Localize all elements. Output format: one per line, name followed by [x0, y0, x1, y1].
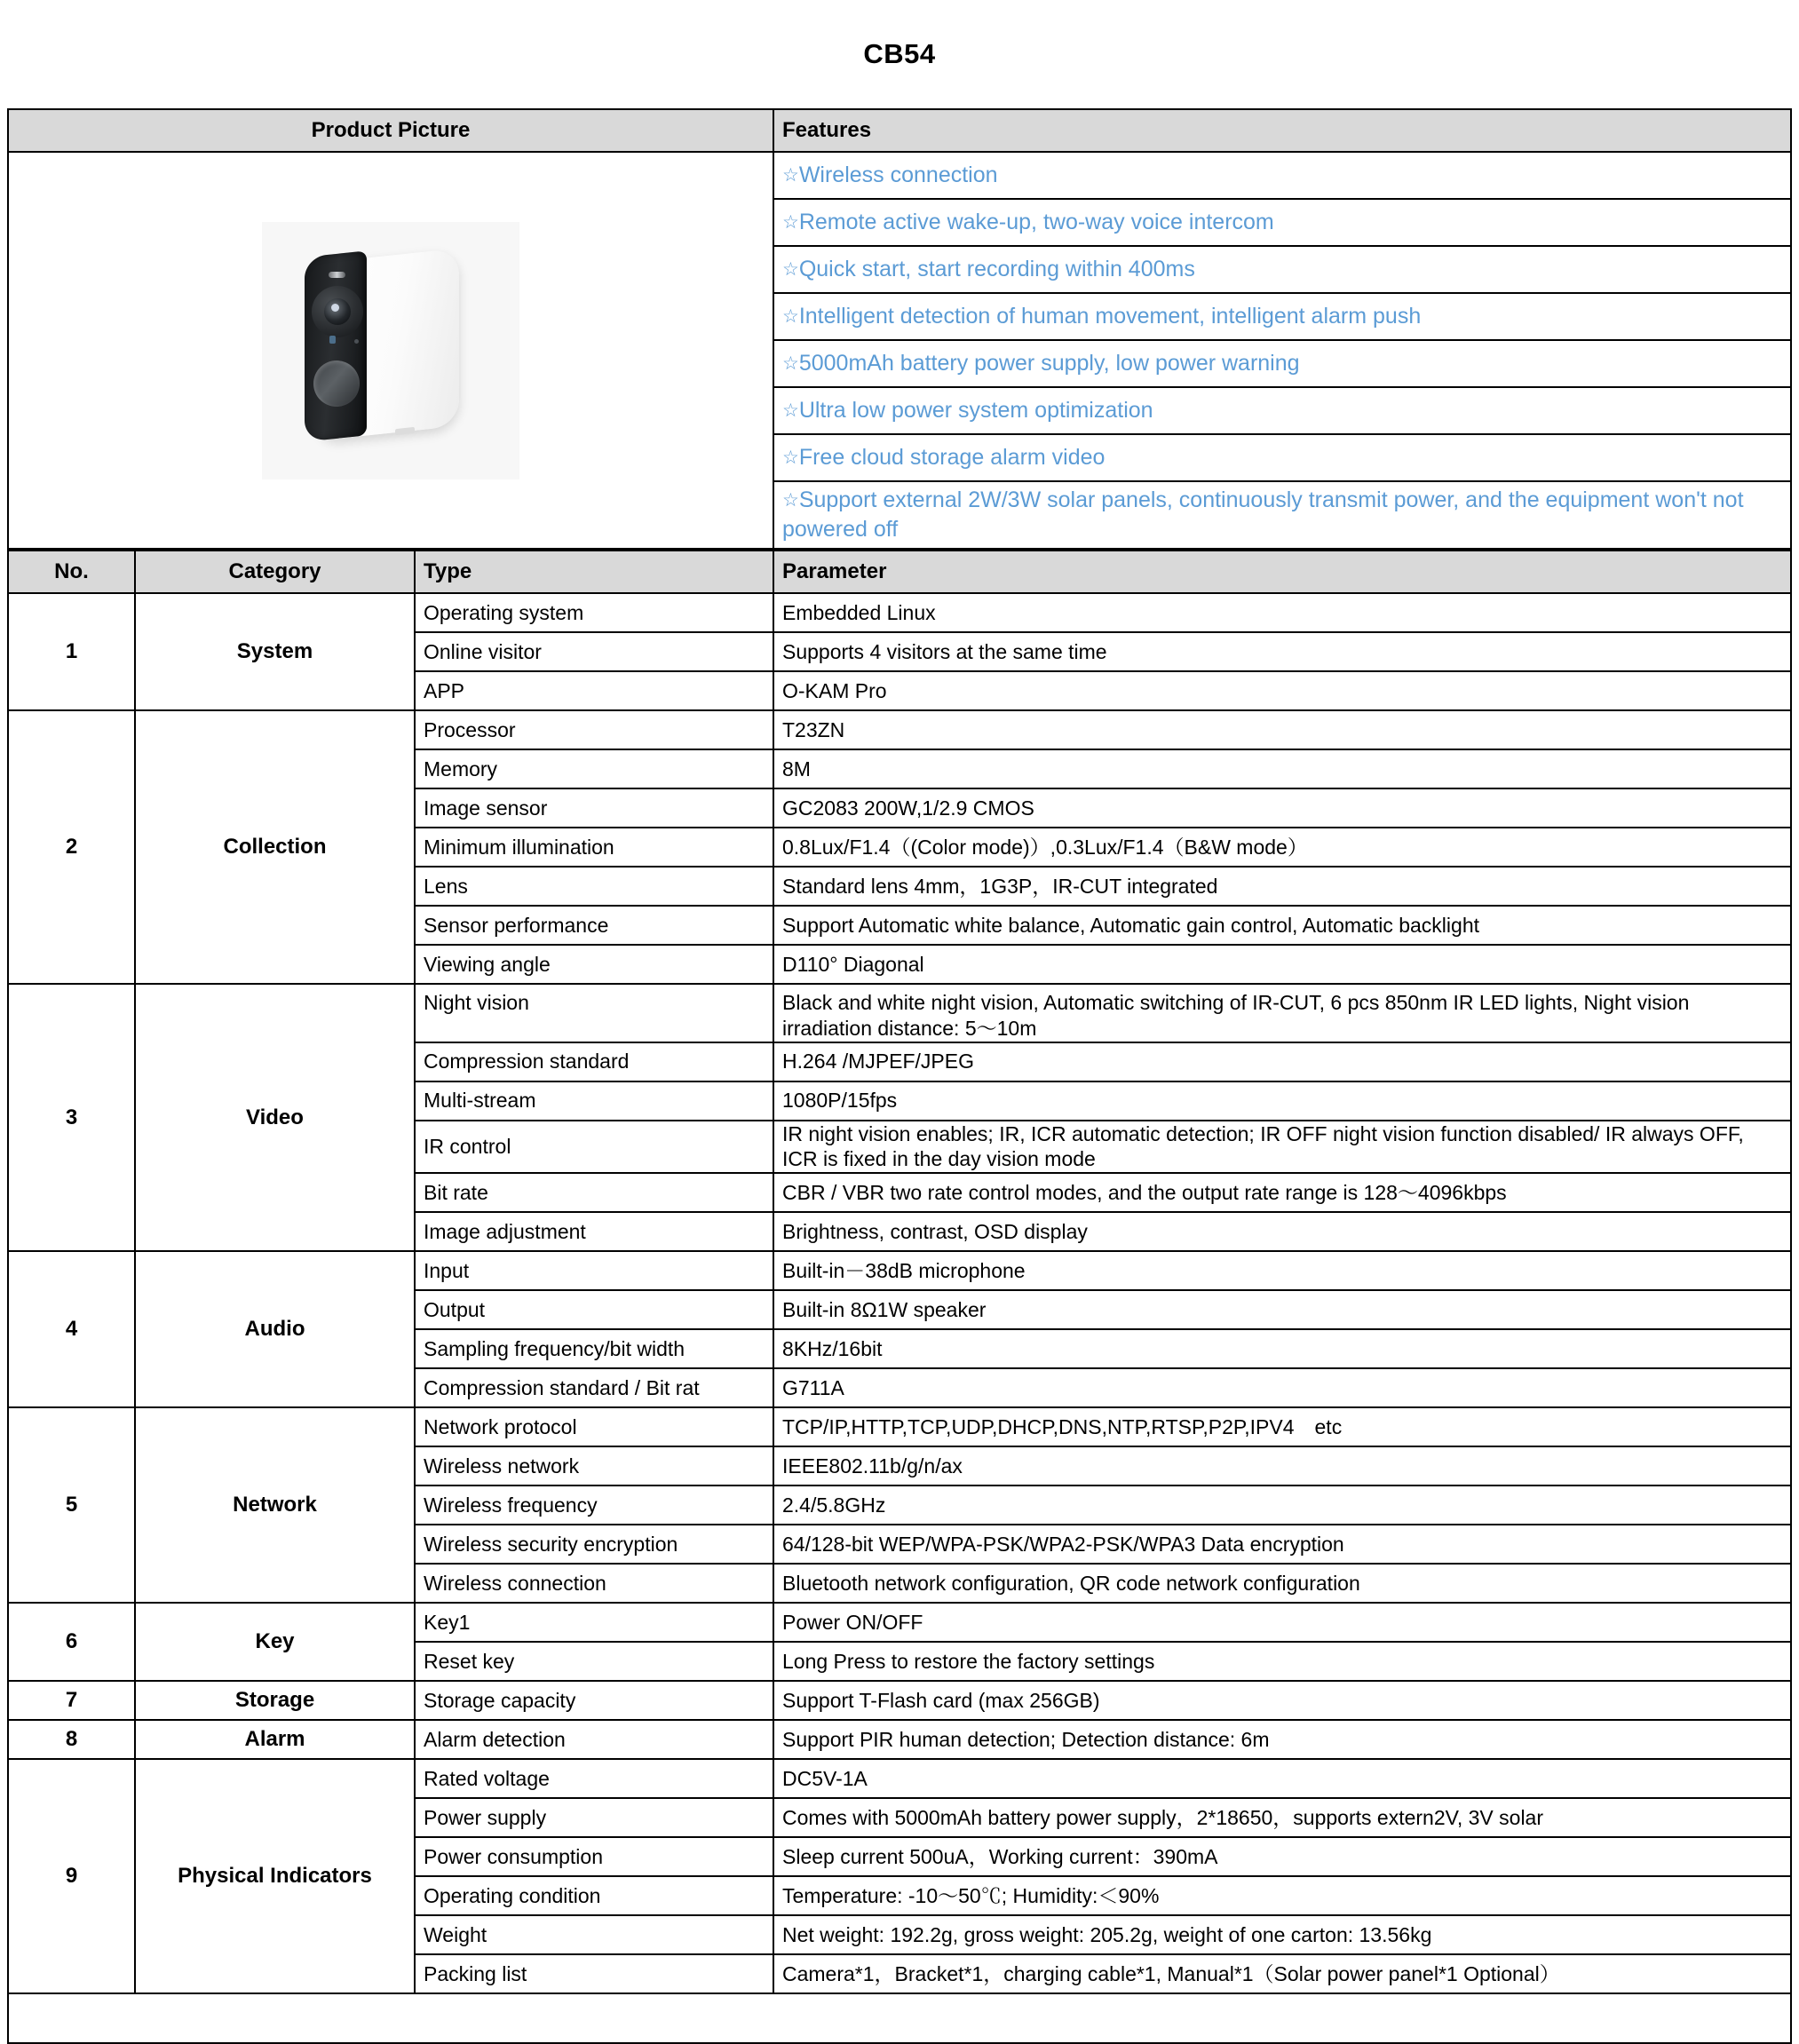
table-row [8, 710, 1791, 749]
table-row [8, 1407, 1791, 1446]
row-number: 8 [8, 1720, 135, 1759]
row-category: Physical Indicators [135, 1759, 415, 1993]
row-type: Operating system [415, 593, 773, 632]
camera-pir-sensor [313, 360, 360, 407]
feature-text: Intelligent detection of human movement, intelligent alarm push [798, 304, 1422, 329]
row-parameter: IEEE802.11b/g/n/ax [773, 1446, 1791, 1485]
row-type: Viewing angle [415, 945, 773, 984]
table-row-blank [8, 1993, 1791, 2043]
star-icon: ☆ [782, 165, 799, 186]
row-parameter: Built-in 8Ω1W speaker [773, 1290, 1791, 1329]
feature-text: Ultra low power system optimization [798, 398, 1153, 424]
row-parameter: Long Press to restore the factory settings [773, 1642, 1791, 1681]
row-type: Power supply [415, 1798, 773, 1837]
row-type: Output [415, 1290, 773, 1329]
row-parameter: DC5V-1A [773, 1759, 1791, 1798]
row-parameter: Support T-Flash card (max 256GB) [773, 1681, 1791, 1720]
row-type: Wireless security encryption [415, 1525, 773, 1564]
row-type: Online visitor [415, 632, 773, 671]
row-number: 6 [8, 1603, 135, 1681]
row-parameter: Support PIR human detection; Detection distance: 6m [773, 1720, 1791, 1759]
row-parameter: TCP/IP,HTTP,TCP,UDP,DHCP,DNS,NTP,RTSP,P2P,IPV4 etc [773, 1407, 1791, 1446]
star-icon: ☆ [782, 400, 799, 422]
row-type: Memory [415, 749, 773, 788]
feature-text: 5000mAh battery power supply, low power warning [798, 351, 1300, 376]
row-parameter: Temperature: -10～50℃; Humidity:＜90% [773, 1876, 1791, 1915]
row-type: Processor [415, 710, 773, 749]
row-number: 2 [8, 710, 135, 984]
row-parameter: GC2083 200W,1/2.9 CMOS [773, 788, 1791, 828]
row-type: Input [415, 1251, 773, 1290]
row-type: Reset key [415, 1642, 773, 1681]
row-category: System [135, 593, 415, 710]
row-parameter: 8KHz/16bit [773, 1329, 1791, 1368]
row-parameter: Supports 4 visitors at the same time [773, 632, 1791, 671]
camera-lens-glint [331, 304, 339, 312]
feature-row [773, 152, 1791, 199]
camera-lens [324, 298, 351, 325]
row-parameter: Power ON/OFF [773, 1603, 1791, 1642]
row-type: Multi-stream [415, 1081, 773, 1121]
overview-body-row [8, 152, 1791, 199]
row-type: Storage capacity [415, 1681, 773, 1720]
row-parameter: O-KAM Pro [773, 671, 1791, 710]
row-type: Minimum illumination [415, 828, 773, 867]
row-number: 7 [8, 1681, 135, 1720]
row-type: Bit rate [415, 1173, 773, 1212]
feature-row [773, 340, 1791, 387]
column-header-type: Type [415, 551, 773, 593]
row-category: Video [135, 984, 415, 1251]
row-parameter: CBR / VBR two rate control modes, and the output rate range is 128～4096kbps [773, 1173, 1791, 1212]
feature-row [773, 481, 1791, 549]
row-parameter: Brightness, contrast, OSD display [773, 1212, 1791, 1251]
feature-row [773, 434, 1791, 481]
row-type: Compression standard / Bit rat [415, 1368, 773, 1407]
row-parameter: D110° Diagonal [773, 945, 1791, 984]
star-icon: ☆ [782, 448, 799, 469]
star-icon: ☆ [782, 212, 799, 234]
table-row [8, 984, 1791, 1042]
camera-mount-foot [395, 426, 415, 434]
feature-row [773, 293, 1791, 340]
row-number: 3 [8, 984, 135, 1251]
feature-text: Support external 2W/3W solar panels, continuously transmit power, and the equipment won't not powered off [782, 487, 1744, 543]
row-type: Wireless network [415, 1446, 773, 1485]
row-parameter: Standard lens 4mm，1G3P，IR-CUT integrated [773, 867, 1791, 906]
row-parameter: Built-in－38dB microphone [773, 1251, 1791, 1290]
row-parameter: 64/128-bit WEP/WPA-PSK/WPA2-PSK/WPA3 Data encryption [773, 1525, 1791, 1564]
camera-front-panel [305, 250, 367, 441]
row-type: Packing list [415, 1954, 773, 1993]
row-type: Wireless frequency [415, 1485, 773, 1525]
row-parameter: 8M [773, 749, 1791, 788]
row-type: Weight [415, 1915, 773, 1954]
row-type: Network protocol [415, 1407, 773, 1446]
row-parameter: H.264 /MJPEF/JPEG [773, 1042, 1791, 1081]
specification-body [8, 593, 1791, 2043]
row-category: Network [135, 1407, 415, 1603]
table-row [8, 1251, 1791, 1290]
row-number: 4 [8, 1251, 135, 1407]
blank-cell [8, 1993, 1791, 2043]
row-parameter: T23ZN [773, 710, 1791, 749]
features-header: Features [773, 109, 1791, 152]
row-parameter: Sleep current 500uA，Working current：390mA [773, 1837, 1791, 1876]
table-row [8, 1759, 1791, 1798]
column-header-parameter: Parameter [773, 551, 1791, 593]
product-picture-cell [8, 152, 773, 549]
row-parameter: 1080P/15fps [773, 1081, 1791, 1121]
row-parameter: Support Automatic white balance, Automatic gain control, Automatic backlight [773, 906, 1791, 945]
row-type: APP [415, 671, 773, 710]
camera-ir-led-strip [329, 272, 345, 278]
camera-status-led [329, 336, 336, 344]
row-type: Lens [415, 867, 773, 906]
row-type: Alarm detection [415, 1720, 773, 1759]
star-icon: ☆ [782, 259, 799, 281]
row-type: Rated voltage [415, 1759, 773, 1798]
row-parameter: Embedded Linux [773, 593, 1791, 632]
feature-row [773, 387, 1791, 434]
row-number: 5 [8, 1407, 135, 1603]
row-type: Compression standard [415, 1042, 773, 1081]
feature-row [773, 246, 1791, 293]
row-type: Operating condition [415, 1876, 773, 1915]
row-type: Wireless connection [415, 1564, 773, 1603]
overview-header-row [8, 109, 1791, 152]
row-parameter: 2.4/5.8GHz [773, 1485, 1791, 1525]
row-number: 1 [8, 593, 135, 710]
table-row [8, 593, 1791, 632]
row-type: Image sensor [415, 788, 773, 828]
table-row [8, 1720, 1791, 1759]
row-parameter: Net weight: 192.2g, gross weight: 205.2g, weight of one carton: 13.56kg [773, 1915, 1791, 1954]
star-icon: ☆ [782, 306, 799, 328]
feature-text: Free cloud storage alarm video [798, 445, 1106, 471]
spec-header-row [8, 551, 1791, 593]
row-number: 9 [8, 1759, 135, 1993]
feature-text: Remote active wake-up, two-way voice intercom [798, 210, 1274, 235]
row-parameter: IR night vision enables; IR, ICR automatic detection; IR OFF night vision function disabled/ IR always OFF, ICR is fixed in the day vision mode [773, 1121, 1791, 1174]
row-category: Audio [135, 1251, 415, 1407]
specification-table [7, 550, 1792, 2044]
row-type: Key1 [415, 1603, 773, 1642]
star-icon: ☆ [782, 490, 799, 511]
camera-microphone-hole [354, 339, 359, 344]
product-picture-header: Product Picture [8, 109, 773, 152]
row-parameter: Black and white night vision, Automatic switching of IR-CUT, 6 pcs 850nm IR LED lights, Night vision irradiation distance: 5～10m [773, 984, 1791, 1042]
row-category: Collection [135, 710, 415, 984]
row-category: Alarm [135, 1720, 415, 1759]
star-icon: ☆ [782, 353, 799, 375]
column-header-category: Category [135, 551, 415, 593]
row-category: Key [135, 1603, 415, 1681]
row-parameter: Bluetooth network configuration, QR code network configuration [773, 1564, 1791, 1603]
page-title: CB54 [863, 38, 936, 69]
row-category: Storage [135, 1681, 415, 1720]
row-type: IR control [415, 1121, 773, 1174]
table-row [8, 1603, 1791, 1642]
table-row [8, 1681, 1791, 1720]
feature-text: Quick start, start recording within 400ms [798, 257, 1195, 282]
column-header-no: No. [8, 551, 135, 593]
feature-text: Wireless connection [798, 162, 998, 188]
row-type: Power consumption [415, 1837, 773, 1876]
overview-table [7, 108, 1792, 550]
security-camera-image [262, 222, 519, 479]
row-type: Sampling frequency/bit width [415, 1329, 773, 1368]
row-type: Night vision [415, 984, 773, 1042]
row-parameter: 0.8Lux/F1.4（(Color mode)）,0.3Lux/F1.4（B&W mode） [773, 828, 1791, 867]
row-parameter: Comes with 5000mAh battery power supply，2*18650，supports extern2V, 3V solar [773, 1798, 1791, 1837]
feature-row [773, 199, 1791, 246]
row-type: Image adjustment [415, 1212, 773, 1251]
row-type: Sensor performance [415, 906, 773, 945]
row-parameter: Camera*1，Bracket*1，charging cable*1, Manual*1（Solar power panel*1 Optional） [773, 1954, 1791, 1993]
row-parameter: G711A [773, 1368, 1791, 1407]
